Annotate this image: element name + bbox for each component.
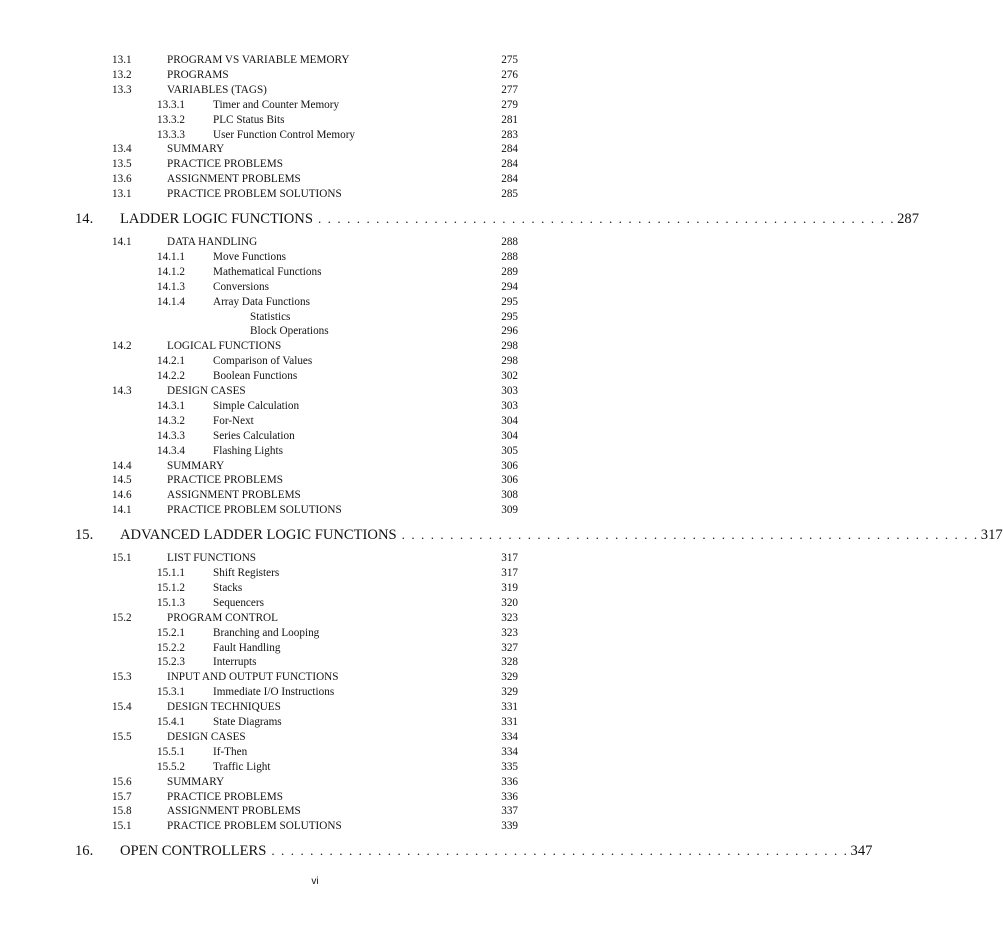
toc-entry[interactable] bbox=[0, 428, 630, 444]
section-number: 13.3 bbox=[112, 83, 132, 96]
toc-entry[interactable] bbox=[0, 684, 630, 700]
section-number: 15.1 bbox=[112, 552, 132, 565]
section-number: 14.2.1 bbox=[157, 355, 185, 368]
toc-entry[interactable] bbox=[0, 383, 630, 399]
chapter-title-line bbox=[120, 208, 920, 230]
section-page: 334 bbox=[501, 730, 518, 743]
toc-entry[interactable] bbox=[0, 353, 630, 369]
section-title: Mathematical Functions bbox=[213, 265, 322, 278]
section-page: 284 bbox=[501, 173, 518, 186]
section-number: 13.4 bbox=[112, 143, 132, 156]
section-page: 329 bbox=[501, 686, 518, 699]
section-title: Statistics bbox=[250, 310, 291, 323]
section-title: Simple Calculation bbox=[213, 399, 300, 412]
chapter-number: 15. bbox=[75, 527, 94, 544]
toc-entry[interactable] bbox=[0, 398, 630, 414]
toc-entry[interactable] bbox=[0, 141, 630, 157]
section-page: 288 bbox=[501, 236, 518, 248]
toc-entry[interactable] bbox=[0, 156, 630, 172]
section-number: 15.4 bbox=[112, 701, 132, 714]
toc-entry[interactable] bbox=[0, 669, 630, 685]
section-page: 309 bbox=[501, 504, 518, 517]
toc-entry[interactable] bbox=[0, 774, 630, 790]
toc-entry[interactable] bbox=[0, 323, 630, 339]
section-number: 14.3.2 bbox=[157, 414, 185, 427]
section-title: ASSIGNMENT PROBLEMS bbox=[167, 489, 301, 502]
section-page: 302 bbox=[501, 370, 518, 383]
section-title: Stacks bbox=[213, 581, 243, 594]
chapter-title: LADDER LOGIC FUNCTIONS bbox=[120, 211, 313, 227]
section-number: 14.1 bbox=[112, 504, 132, 517]
section-title: Shift Registers bbox=[213, 567, 280, 579]
section-page: 296 bbox=[501, 325, 518, 338]
section-page: 308 bbox=[501, 489, 518, 502]
section-title: Interrupts bbox=[213, 656, 257, 669]
toc-entry[interactable] bbox=[0, 368, 630, 384]
section-number: 14.6 bbox=[112, 489, 132, 502]
section-number: 15.2.3 bbox=[157, 656, 185, 669]
section-title: Sequencers bbox=[213, 596, 264, 609]
section-number: 15.4.1 bbox=[157, 716, 185, 728]
section-number: 14.2 bbox=[112, 340, 132, 353]
section-page: 305 bbox=[501, 444, 518, 457]
section-number: 15.2 bbox=[112, 611, 132, 624]
chapter-page: 287 bbox=[897, 211, 920, 227]
section-page: 328 bbox=[501, 656, 518, 669]
section-number: 13.3.1 bbox=[157, 98, 185, 111]
page-number: vi bbox=[311, 876, 319, 887]
section-page: 317 bbox=[501, 567, 518, 579]
section-title: ASSIGNMENT PROBLEMS bbox=[167, 173, 301, 186]
toc-entry[interactable] bbox=[0, 264, 630, 280]
section-title: User Function Control Memory bbox=[213, 128, 356, 141]
section-number: 15.2.1 bbox=[157, 626, 185, 639]
section-title: VARIABLES (TAGS) bbox=[167, 83, 267, 96]
toc-entry[interactable] bbox=[0, 565, 630, 581]
section-page: 331 bbox=[501, 701, 518, 714]
toc-entry[interactable] bbox=[0, 279, 630, 295]
section-number: 15.1.3 bbox=[157, 596, 185, 609]
section-number: 14.3.4 bbox=[157, 444, 185, 457]
toc-entry[interactable] bbox=[0, 67, 630, 83]
section-number: 15.2.2 bbox=[157, 641, 185, 654]
section-number: 15.1.2 bbox=[157, 581, 185, 594]
section-page: 323 bbox=[501, 611, 518, 624]
section-page: 288 bbox=[501, 250, 518, 263]
section-number: 15.6 bbox=[112, 775, 132, 788]
section-title: Branching and Looping bbox=[213, 626, 320, 639]
section-page: 336 bbox=[501, 775, 518, 788]
section-number: 14.1.2 bbox=[157, 265, 185, 278]
section-number: 14.5 bbox=[112, 474, 132, 487]
section-title: PROGRAM CONTROL bbox=[167, 611, 278, 624]
section-page: 295 bbox=[501, 295, 518, 308]
chapter-number: 14. bbox=[75, 211, 94, 227]
dot-leader: . . . . . . . . . . . . . . . . . . . . . . . . . . . . . . . . . . . . . . . . . . . . . . . . . . . . . . . . . . . . bbox=[317, 211, 896, 226]
section-page: 275 bbox=[501, 54, 518, 66]
chapter-entry[interactable] bbox=[0, 840, 873, 862]
section-page: 276 bbox=[501, 68, 518, 81]
toc-entry[interactable] bbox=[0, 413, 630, 429]
toc-entry[interactable] bbox=[0, 803, 630, 819]
section-page: 337 bbox=[501, 805, 518, 818]
chapter-entry[interactable] bbox=[0, 208, 920, 230]
toc-entry[interactable] bbox=[0, 729, 630, 745]
section-number: 15.5.1 bbox=[157, 745, 185, 758]
section-page: 304 bbox=[501, 429, 518, 442]
section-number: 14.2.2 bbox=[157, 370, 185, 383]
section-number: 15.8 bbox=[112, 805, 132, 818]
chapter-number: 16. bbox=[75, 843, 94, 860]
section-number: 14.1.4 bbox=[157, 295, 185, 308]
section-number: 15.5 bbox=[112, 730, 132, 743]
toc-entry[interactable] bbox=[0, 472, 630, 488]
section-number: 14.1.3 bbox=[157, 280, 185, 293]
section-title: PRACTICE PROBLEM SOLUTIONS bbox=[167, 820, 342, 833]
section-title: Traffic Light bbox=[213, 760, 271, 773]
section-number: 14.3.1 bbox=[157, 399, 185, 412]
section-title: Immediate I/O Instructions bbox=[213, 686, 335, 699]
section-title: Block Operations bbox=[250, 325, 329, 338]
section-page: 327 bbox=[501, 641, 518, 654]
section-title: SUMMARY bbox=[167, 143, 225, 156]
section-title: INPUT AND OUTPUT FUNCTIONS bbox=[167, 671, 339, 684]
toc-entry[interactable] bbox=[0, 234, 630, 250]
section-number: 13.6 bbox=[112, 173, 132, 186]
section-title: PRACTICE PROBLEM SOLUTIONS bbox=[167, 504, 342, 517]
section-number: 14.1.1 bbox=[157, 250, 185, 263]
toc-entry[interactable] bbox=[0, 171, 630, 187]
toc-entry[interactable] bbox=[0, 458, 630, 474]
section-page: 298 bbox=[501, 340, 518, 353]
toc-entry[interactable] bbox=[0, 443, 630, 459]
section-number: 13.1 bbox=[112, 54, 132, 66]
section-title: PROGRAMS bbox=[167, 68, 229, 81]
toc-entry[interactable] bbox=[0, 759, 630, 775]
toc-entry[interactable] bbox=[0, 186, 630, 202]
section-page: 303 bbox=[501, 399, 518, 412]
section-number: 15.3 bbox=[112, 671, 132, 684]
toc-entry[interactable] bbox=[0, 309, 630, 325]
section-title: Comparison of Values bbox=[213, 355, 313, 368]
toc-entry[interactable] bbox=[0, 502, 630, 518]
section-page: 331 bbox=[501, 716, 518, 728]
dot-leader: . . . . . . . . . . . . . . . . . . . . . . . . . . . . . . . . . . . . . . . . . . . . . . . . . . . . . . . . . . . . bbox=[401, 527, 979, 543]
chapter-title: OPEN CONTROLLERS bbox=[120, 843, 267, 860]
toc-entry[interactable] bbox=[0, 97, 630, 113]
section-number: 15.1.1 bbox=[157, 567, 185, 579]
section-title: DATA HANDLING bbox=[167, 236, 258, 248]
chapter-entry[interactable] bbox=[0, 524, 1003, 546]
section-page: 281 bbox=[501, 113, 518, 126]
chapter-title-line bbox=[120, 840, 873, 862]
section-page: 339 bbox=[501, 820, 518, 833]
section-title: SUMMARY bbox=[167, 459, 225, 472]
section-page: 304 bbox=[501, 414, 518, 427]
section-page: 294 bbox=[501, 280, 518, 293]
section-title: Move Functions bbox=[213, 250, 287, 263]
section-title: Series Calculation bbox=[213, 429, 295, 442]
section-page: 323 bbox=[501, 626, 518, 639]
section-title: Boolean Functions bbox=[213, 370, 298, 383]
section-title: For-Next bbox=[213, 414, 254, 427]
toc-entry[interactable] bbox=[0, 595, 630, 611]
section-title: PRACTICE PROBLEM SOLUTIONS bbox=[167, 188, 342, 201]
toc-entry[interactable] bbox=[0, 744, 630, 760]
section-number: 15.1 bbox=[112, 820, 132, 833]
section-page: 334 bbox=[501, 745, 518, 758]
section-number: 13.2 bbox=[112, 68, 132, 81]
section-page: 319 bbox=[501, 581, 518, 594]
section-title: PRACTICE PROBLEMS bbox=[167, 790, 283, 803]
section-page: 283 bbox=[501, 128, 518, 141]
section-number: 15.5.2 bbox=[157, 760, 185, 773]
section-title: PRACTICE PROBLEMS bbox=[167, 158, 283, 171]
section-page: 303 bbox=[501, 385, 518, 397]
toc-entry[interactable] bbox=[0, 789, 630, 805]
section-number: 14.4 bbox=[112, 459, 132, 472]
section-number: 15.7 bbox=[112, 790, 132, 803]
section-number: 13.3.2 bbox=[157, 113, 185, 126]
section-page: 279 bbox=[501, 98, 518, 111]
chapter-title-line bbox=[120, 524, 1003, 546]
section-page: 277 bbox=[501, 83, 518, 96]
section-title: Conversions bbox=[213, 280, 269, 293]
section-number: 13.1 bbox=[112, 188, 132, 201]
toc-entry[interactable] bbox=[0, 487, 630, 503]
section-page: 295 bbox=[501, 310, 518, 323]
chapter-page: 317 bbox=[980, 527, 1003, 544]
section-title: PRACTICE PROBLEMS bbox=[167, 474, 283, 487]
section-title: Timer and Counter Memory bbox=[213, 98, 340, 111]
section-number: 15.3.1 bbox=[157, 686, 185, 699]
toc-entry[interactable] bbox=[0, 818, 630, 834]
section-title: SUMMARY bbox=[167, 775, 225, 788]
toc-entry[interactable] bbox=[0, 127, 630, 143]
section-title: DESIGN CASES bbox=[167, 730, 246, 743]
toc-entry[interactable] bbox=[0, 112, 630, 128]
section-title: DESIGN CASES bbox=[167, 385, 246, 397]
chapter-page: 347 bbox=[850, 843, 873, 860]
section-page: 335 bbox=[501, 760, 518, 773]
dot-leader: . . . . . . . . . . . . . . . . . . . . . . . . . . . . . . . . . . . . . . . . . . . . . . . . . . . . . . . . . . . . bbox=[271, 843, 849, 859]
section-page: 317 bbox=[501, 552, 518, 565]
toc-entry[interactable] bbox=[0, 699, 630, 715]
section-title: ASSIGNMENT PROBLEMS bbox=[167, 805, 301, 818]
section-title: LOGICAL FUNCTIONS bbox=[167, 340, 282, 353]
section-number: 13.3.3 bbox=[157, 128, 185, 141]
section-page: 320 bbox=[501, 596, 518, 609]
section-page: 298 bbox=[501, 355, 518, 368]
section-number: 14.3 bbox=[112, 385, 132, 397]
section-title: Array Data Functions bbox=[213, 295, 310, 308]
section-number: 14.3.3 bbox=[157, 429, 185, 442]
toc-entry[interactable] bbox=[0, 640, 630, 656]
chapter-title: ADVANCED LADDER LOGIC FUNCTIONS bbox=[120, 527, 397, 544]
toc-entry[interactable] bbox=[0, 550, 630, 566]
section-page: 289 bbox=[501, 265, 518, 278]
section-page: 329 bbox=[501, 671, 518, 684]
section-page: 285 bbox=[501, 188, 518, 201]
section-page: 284 bbox=[501, 143, 518, 156]
toc-entry[interactable] bbox=[0, 580, 630, 596]
section-page: 336 bbox=[501, 790, 518, 803]
section-page: 306 bbox=[501, 459, 518, 472]
section-number: 14.1 bbox=[112, 236, 132, 248]
toc-entry[interactable] bbox=[0, 625, 630, 641]
section-page: 306 bbox=[501, 474, 518, 487]
section-title: DESIGN TECHNIQUES bbox=[167, 701, 281, 714]
toc-entry[interactable] bbox=[0, 294, 630, 310]
section-number: 13.5 bbox=[112, 158, 132, 171]
toc-entry[interactable] bbox=[0, 249, 630, 265]
toc-entry[interactable] bbox=[0, 82, 630, 98]
section-title: Fault Handling bbox=[213, 641, 281, 654]
section-title: PLC Status Bits bbox=[213, 113, 285, 126]
toc-entry[interactable] bbox=[0, 338, 630, 354]
toc-entry[interactable] bbox=[0, 52, 630, 68]
section-page: 284 bbox=[501, 158, 518, 171]
toc-entry[interactable] bbox=[0, 654, 630, 670]
section-title: PROGRAM VS VARIABLE MEMORY bbox=[167, 54, 350, 66]
section-title: State Diagrams bbox=[213, 716, 282, 728]
toc-entry[interactable] bbox=[0, 610, 630, 626]
section-title: If-Then bbox=[213, 745, 248, 758]
section-title: LIST FUNCTIONS bbox=[167, 552, 256, 565]
toc-entry[interactable] bbox=[0, 714, 630, 730]
section-title: Flashing Lights bbox=[213, 444, 283, 457]
